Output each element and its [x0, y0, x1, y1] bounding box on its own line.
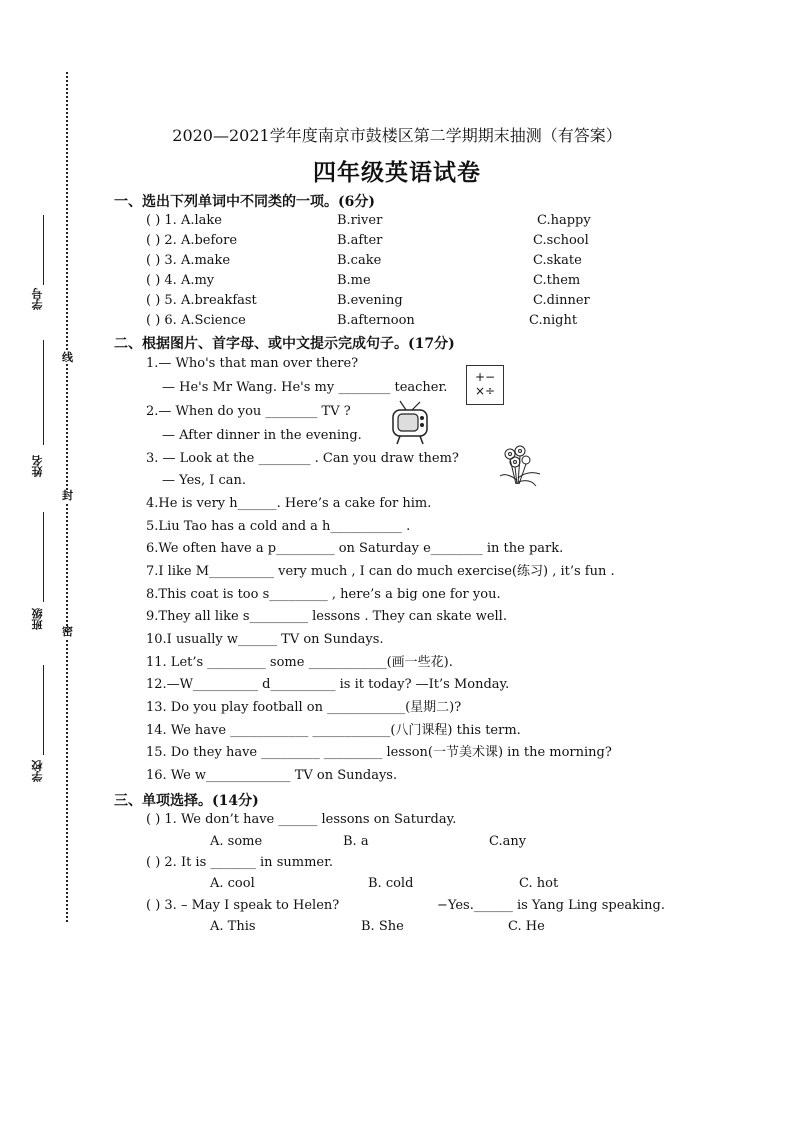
s3-q3: ( ) 3. – May I speak to Helen? [146, 898, 340, 913]
s1-q3-c: C.skate [533, 253, 582, 268]
s2-line-16: 16. We w_____________ TV on Sundays. [146, 768, 398, 783]
s2-line-7: 7.I like M__________ very much , I can do much exercise(练习) , it’s fun . [146, 564, 615, 579]
s1-q4: ( ) 4. A.my [146, 273, 215, 288]
s2-line-5: 5.Liu Tao has a cold and a h___________ . [146, 519, 411, 534]
math-symbols-picture [466, 365, 504, 405]
section2-heading: 二、根据图片、首字母、或中文提示完成句子。(17分) [114, 336, 455, 352]
s3-q1-c: C.any [489, 834, 527, 849]
s3-q3-a: A. This [210, 919, 256, 934]
exam-title: 2020—2021学年度南京市鼓楼区第二学期期末抽测（有答案） [172, 126, 622, 145]
school-label: 学校 [31, 760, 44, 782]
s2-line-15: 15. Do they have _________ _________ lesson(一节美术课) in the morning? [146, 745, 612, 760]
s2-line-6: 6.We often have a p_________ on Saturday e________ in the park. [146, 541, 564, 556]
tv-picture [388, 400, 432, 446]
s3-q1: ( ) 1. We don’t have ______ lessons on Saturday. [146, 812, 457, 827]
s3-q3-c: C. He [508, 919, 545, 934]
s2-line-1b: — He's Mr Wang. He's my ________ teacher. [162, 380, 448, 395]
s2-line-2: 2.— When do you ________ TV ? [146, 404, 351, 419]
math-symbols-text: +− ×÷ [474, 370, 496, 398]
s3-q1-a: A. some [210, 834, 263, 849]
name-line [43, 340, 44, 445]
name-label: 姓名 [31, 455, 44, 477]
s1-q5: ( ) 5. A.breakfast [146, 293, 257, 308]
s2-line-8: 8.This coat is too s_________ , here’s a big one for you. [146, 587, 501, 602]
s1-q2-b: B.after [337, 233, 383, 248]
s3-q3-b: B. She [361, 919, 404, 934]
s2-line-14: 14. We have ____________ ____________(八门课程) this term. [146, 723, 521, 738]
s2-line-1: 1.— Who's that man over there? [146, 356, 359, 371]
s2-line-9: 9.They all like s_________ lessons . They can skate well. [146, 609, 507, 624]
s2-line-3b: — Yes, I can. [162, 473, 247, 488]
s1-q6: ( ) 6. A.Science [146, 313, 246, 328]
s1-q6-c: C.night [529, 313, 578, 328]
s1-q4-c: C.them [533, 273, 581, 288]
s1-q1-b: B.river [337, 213, 383, 228]
s3-q2-c: C. hot [519, 876, 559, 891]
s1-q1-c: C.happy [537, 213, 591, 228]
s3-q2-b: B. cold [368, 876, 414, 891]
class-label: 班级 [31, 608, 44, 630]
s1-q2: ( ) 2. A.before [146, 233, 238, 248]
s1-q2-c: C.school [533, 233, 589, 248]
bind-char-feng: 封 [62, 489, 73, 502]
school-line [43, 665, 44, 755]
s3-q2-a: A. cool [210, 876, 255, 891]
s1-q3: ( ) 3. A.make [146, 253, 231, 268]
student-id-line [43, 215, 44, 285]
bind-char-xian: 线 [62, 351, 73, 364]
s2-line-4: 4.He is very h______. Here’s a cake for him. [146, 496, 432, 511]
s2-line-10: 10.I usually w______ TV on Sundays. [146, 632, 384, 647]
s1-q5-c: C.dinner [533, 293, 590, 308]
bind-char-mi: 密 [62, 625, 73, 638]
s2-line-13: 13. Do you play football on ____________(星期二)? [146, 700, 462, 715]
s1-q1: ( ) 1. A.lake [146, 213, 222, 228]
s3-q3-answer: −Yes.______ is Yang Ling speaking. [437, 898, 666, 913]
s1-q3-b: B.cake [337, 253, 382, 268]
s2-line-12: 12.—W__________ d__________ is it today? —It’s Monday. [146, 677, 510, 692]
s3-q2: ( ) 2. It is _______ in summer. [146, 855, 334, 870]
s2-line-3: 3. — Look at the ________ . Can you draw them? [146, 451, 459, 466]
section3-heading: 三、单项选择。(14分) [114, 793, 259, 809]
s1-q6-b: B.afternoon [337, 313, 415, 328]
s1-q4-b: B.me [337, 273, 371, 288]
s2-line-2b: — After dinner in the evening. [162, 428, 362, 443]
section1-heading: 一、选出下列单词中不同类的一项。(6分) [114, 194, 375, 210]
flowers-picture [496, 444, 544, 490]
s1-q5-b: B.evening [337, 293, 403, 308]
s3-q1-b: B. a [343, 834, 369, 849]
exam-subtitle: 四年级英语试卷 [313, 159, 481, 186]
student-id-label: 学号 [31, 288, 44, 310]
s2-line-11: 11. Let’s _________ some ____________(画一些花). [146, 655, 453, 670]
class-line [43, 512, 44, 602]
